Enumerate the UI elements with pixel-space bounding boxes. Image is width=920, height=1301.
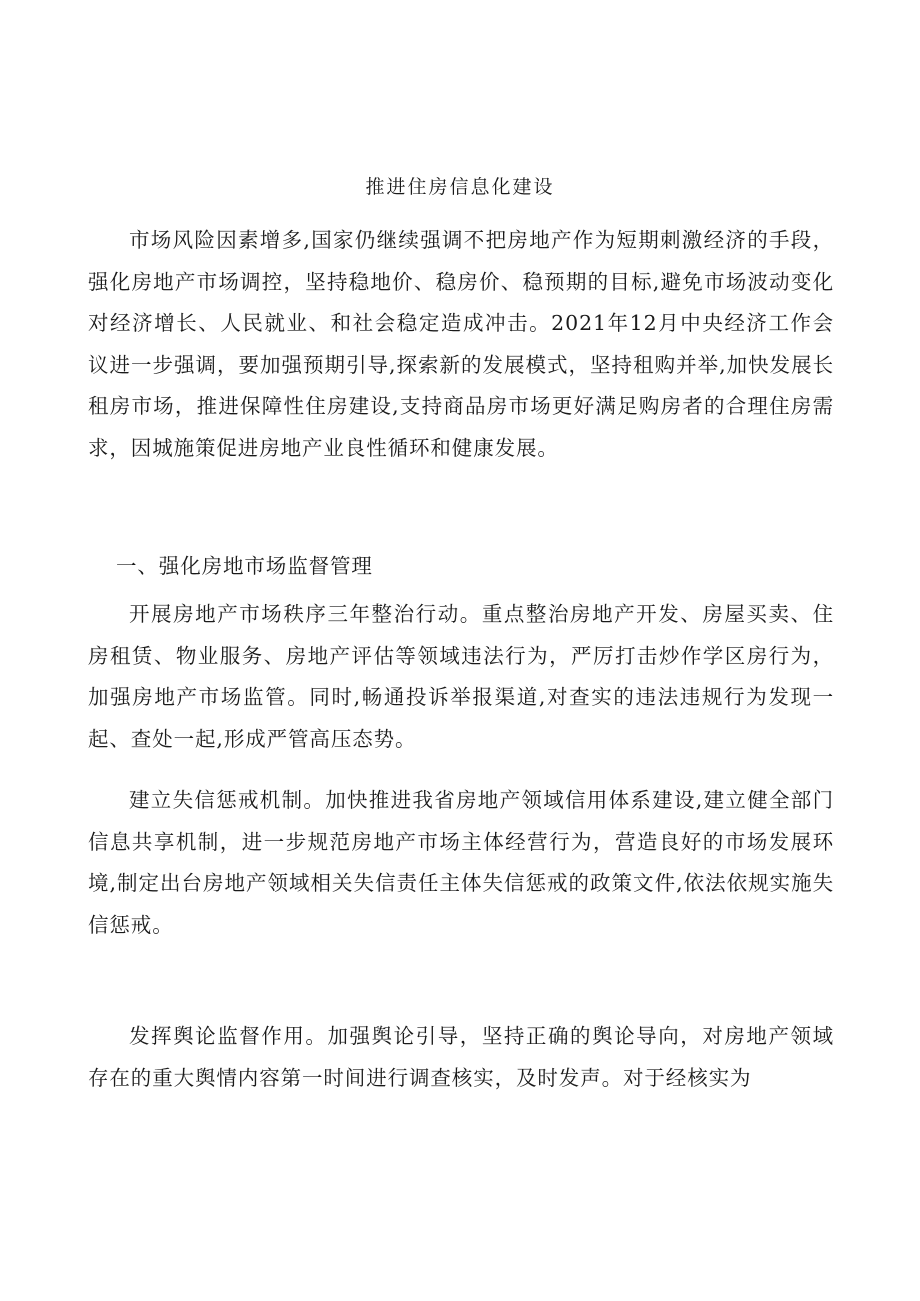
section-heading: 一、强化房地市场监督管理 xyxy=(116,554,373,578)
intro-paragraph: 市场风险因素增多,国家仍继续强调不把房地产作为短期刺激经济的手段，强化房地产市场调控，坚持稳地价、稳房价、稳预期的目标,避免市场波动变化对经济增长、人民就业、和社会稳定造成冲击。2021年12月中央经济工作会议进一步强调，要加强预期引导,探索新的发展模式，坚持租购并举,加快发展长租房市场，推进保障性住房建设,支持商品房市场更好满足购房者的合理住房需求，因城施策促进房地产业良性循环和健康发展。 xyxy=(88,228,834,460)
document-title: 推进住房信息化建设 xyxy=(365,176,555,198)
credit-punishment-paragraph: 建立失信惩戒机制。加快推进我省房地产领域信用体系建设,建立健全部门信息共享机制，进一步规范房地产市场主体经营行为，营造良好的市场发展环境,制定出台房地产领域相关失信责任主体失信惩戒的政策文件,依法依规实施失信惩戒。 xyxy=(88,788,834,937)
market-rectification-paragraph: 开展房地产市场秩序三年整治行动。重点整治房地产开发、房屋买卖、住房租赁、物业服务、房地产评估等领域违法行为，严厉打击炒作学区房行为，加强房地产市场监管。同时,畅通投诉举报渠道,对查实的违法违规行为发现一起、查处一起,形成严管高压态势。 xyxy=(88,602,834,751)
public-opinion-paragraph: 发挥舆论监督作用。加强舆论引导，坚持正确的舆论导向，对房地产领域存在的重大舆情内容第一时间进行调查核实，及时发声。对于经核实为 xyxy=(88,1024,834,1090)
